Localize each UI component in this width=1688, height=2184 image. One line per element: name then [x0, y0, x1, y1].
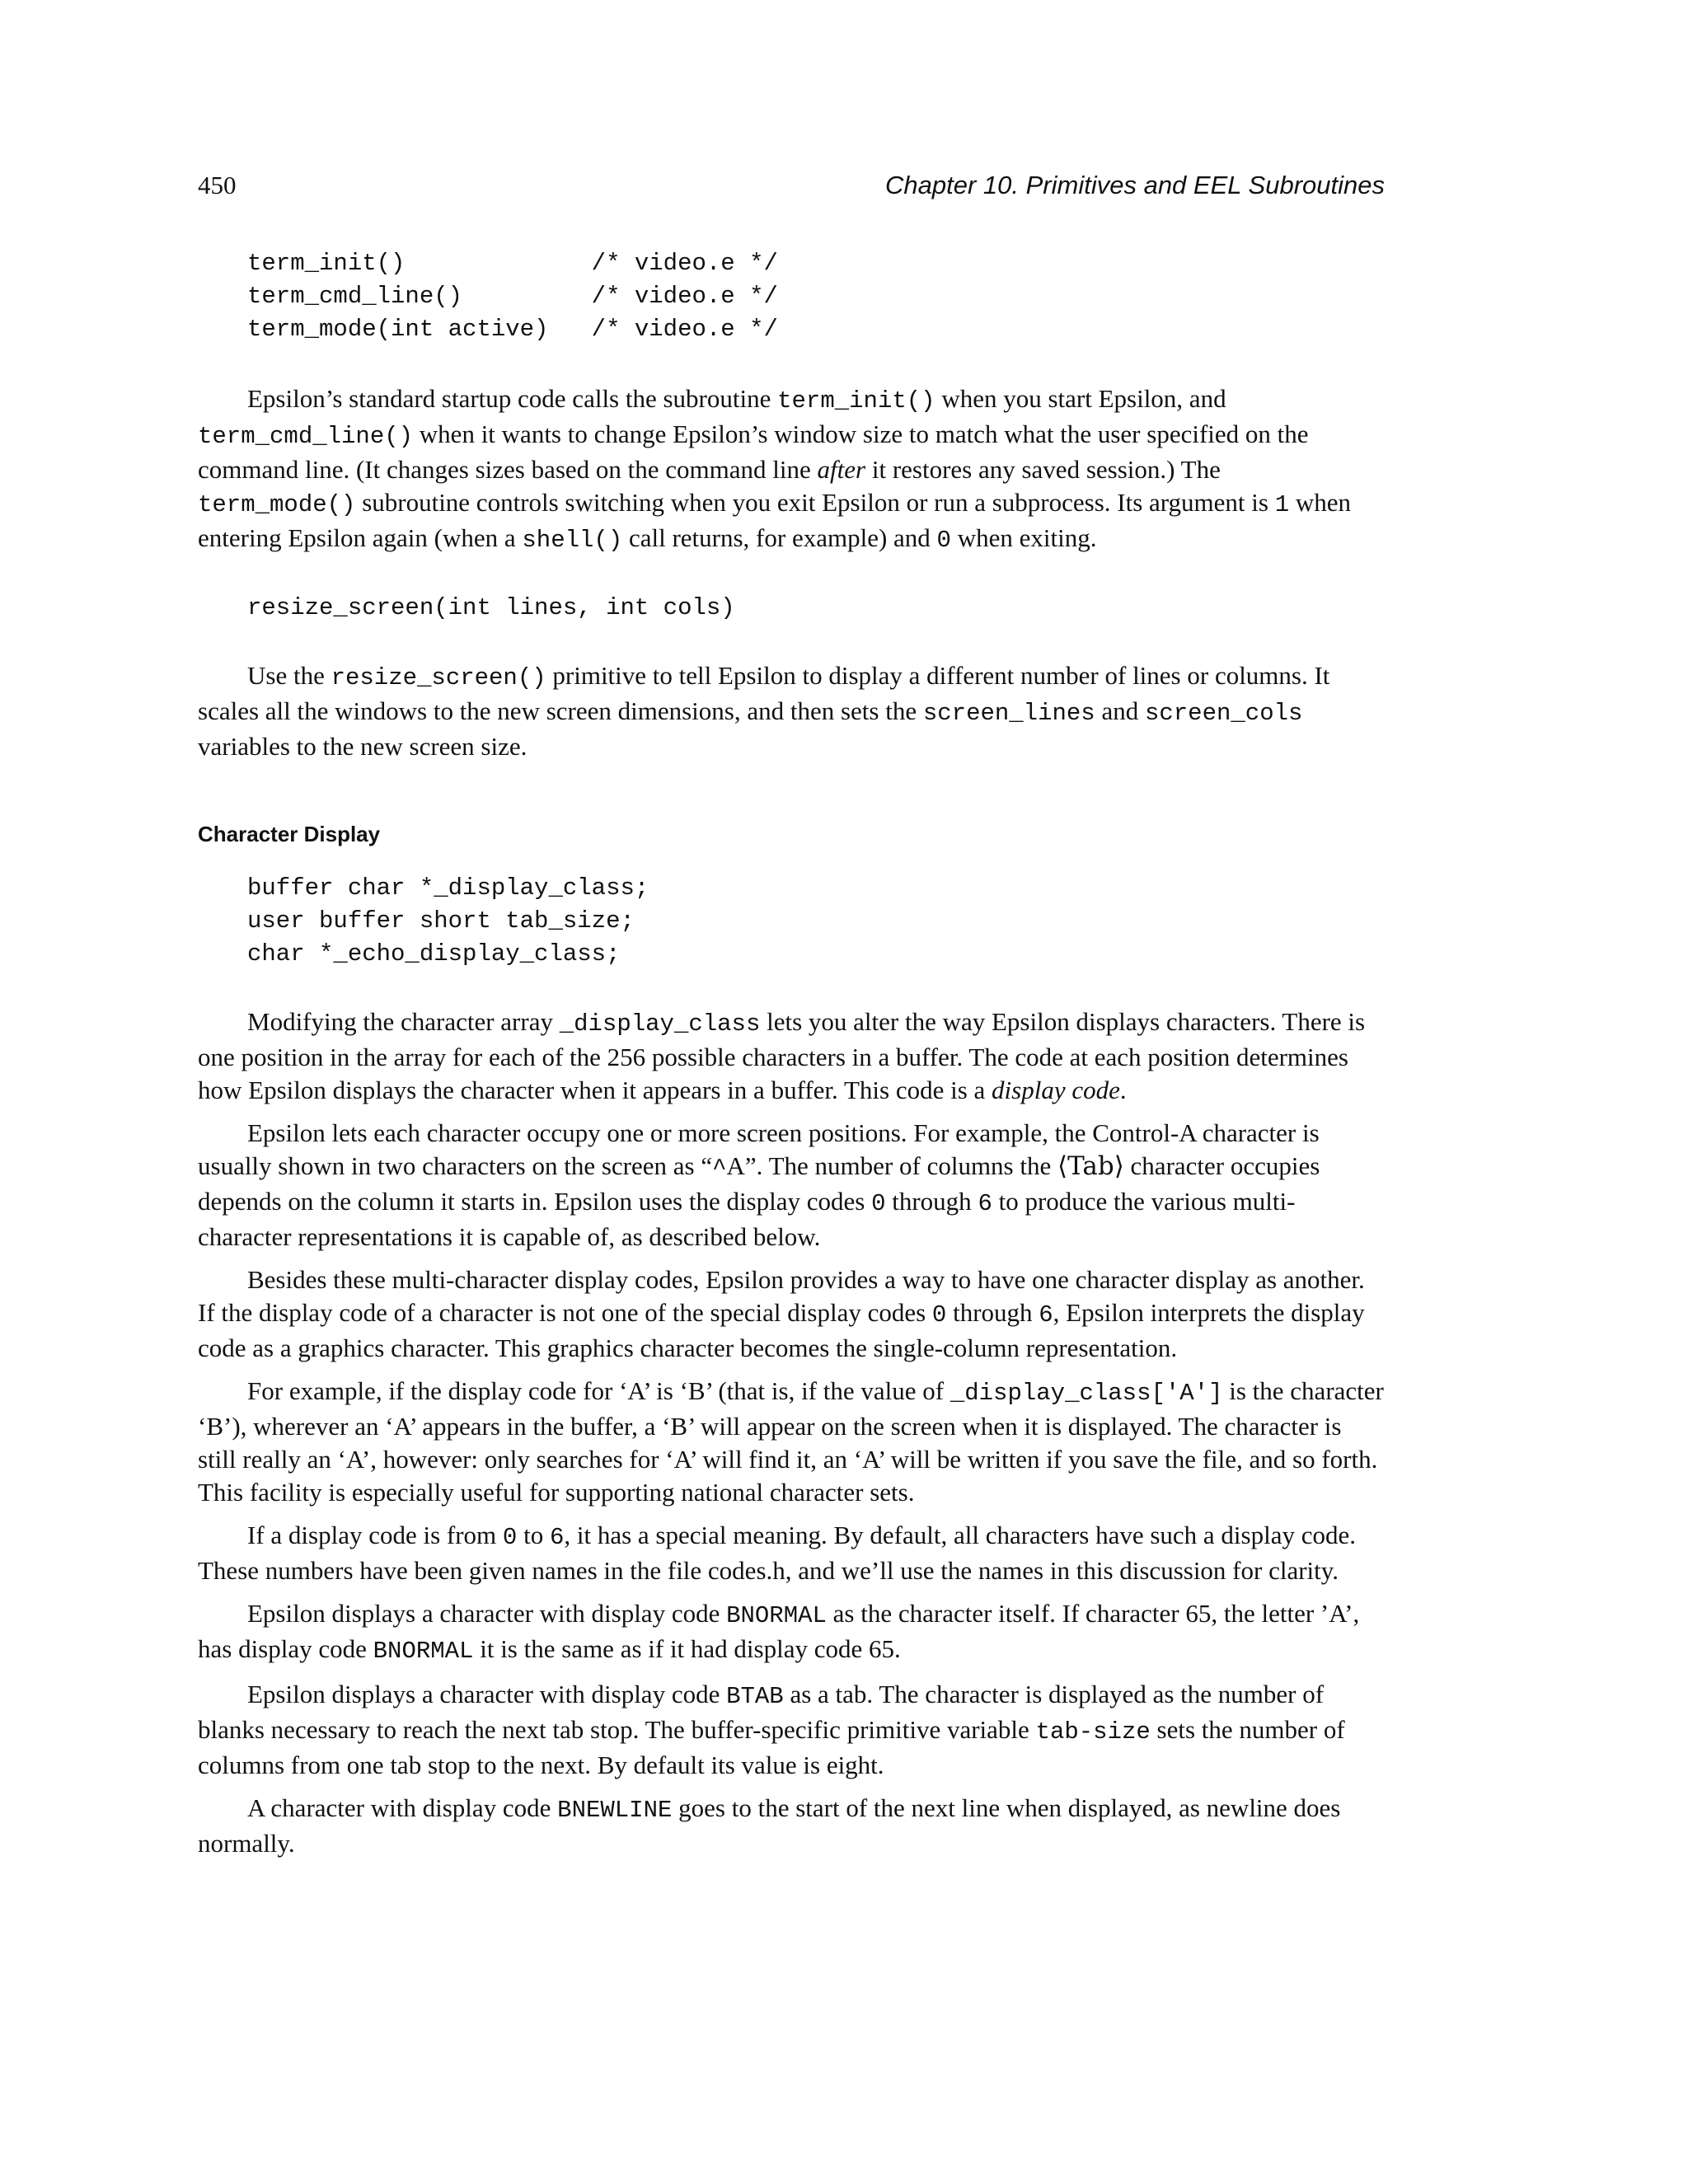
paragraph-resize-screen: Use the resize_screen() primitive to tell Epsilon to display a different number of lines or columns. It scales all the windows to the new screen dimensions, and then sets the screen_lines and screen_cols variables to the new screen size.: [198, 661, 1330, 761]
code-line: buffer char *_display_class;: [247, 874, 649, 902]
paragraph-graphics-character: Besides these multi-character display codes, Epsilon provides a way to have one character display as another. If the display code of a character is not one of the special display codes 0 through 6, Epsilon interprets the display code as a graphics character. This graphics character becomes the single-column representation.: [198, 1265, 1365, 1362]
page-header: [198, 169, 1385, 210]
paragraph-screen-positions: Epsilon lets each character occupy one or more screen positions. For example, the Control-A character is usually shown in two characters on the screen as “^A”. The number of columns the ⟨Tab⟩ character occupies depends on the column it starts in. Epsilon uses the display codes 0 through 6 to produce the various multi-character representations it is capable of, as described below.: [198, 1118, 1320, 1251]
running-title: Chapter 10. Primitives and EEL Subroutines: [885, 171, 1385, 199]
section-heading: Character Display: [198, 822, 381, 846]
paragraph-bnormal: Epsilon displays a character with display code BNORMAL as the character itself. If character 65, the letter ’A’, has display code BNORMAL it is the same as if it had display code 65.: [198, 1599, 1360, 1665]
paragraph-example: For example, if the display code for ‘A’ is ‘B’ (that is, if the value of _display_class['A'] is the character ‘B’), wherever an ‘A’ appears in the buffer, a ‘B’ will appear on the screen when it is displayed. The character is still really an ‘A’, however: only searches for ‘A’ will find it, an ‘A’ will be written if you save the file, and so forth. This facility is especially useful for supporting national character sets.: [198, 1376, 1384, 1507]
code-line: char *_echo_display_class;: [247, 940, 621, 968]
code-line: term_init() /* video.e */: [247, 250, 778, 277]
code-block-display-class: [247, 872, 1385, 971]
tab-key-symbol: ⟨Tab⟩: [1057, 1151, 1124, 1181]
code-line: term_cmd_line() /* video.e */: [247, 283, 778, 310]
paragraph-display-class: Modifying the character array _display_class lets you alter the way Epsilon displays characters. There is one position in the array for each of the 256 possible characters in a buffer. The code at each position determines how Epsilon displays the character when it appears in a buffer. This code is a display code.: [198, 1007, 1366, 1104]
page-number: 450: [198, 171, 237, 199]
document-page: [198, 169, 1385, 1860]
paragraph-btab: Epsilon displays a character with display code BTAB as a tab. The character is displayed as the number of blanks necessary to reach the next tab stop. The buffer-specific primitive variable tab-size sets the number of columns from one tab stop to the next. By default its value is eight.: [198, 1680, 1345, 1779]
code-block-term: [247, 247, 1385, 346]
code-line: user buffer short tab_size;: [247, 907, 635, 935]
code-block-resize: [247, 592, 1385, 625]
code-line: term_mode(int active) /* video.e */: [247, 316, 778, 343]
paragraph-term-routines: Epsilon’s standard startup code calls the subroutine term_init() when you start Epsilon, and term_cmd_line() when it wants to change Epsilon’s window size to match what the user specified on the command line. (It changes sizes based on the command line after it restores any saved session.) The term_mode() subroutine controls switching when you exit Epsilon or run a subprocess. Its argument is 1 when entering Epsilon again (when a shell() call returns, for example) and 0 when exiting.: [198, 384, 1352, 554]
paragraph-special-meaning: If a display code is from 0 to 6, it has a special meaning. By default, all characters have such a display code. These numbers have been given names in the file codes.h, and we’ll use the names in this discussion for clarity.: [198, 1521, 1356, 1585]
paragraph-bnewline: A character with display code BNEWLINE goes to the start of the next line when displayed, as newline does normally.: [198, 1793, 1341, 1858]
code-line: resize_screen(int lines, int cols): [247, 594, 735, 621]
